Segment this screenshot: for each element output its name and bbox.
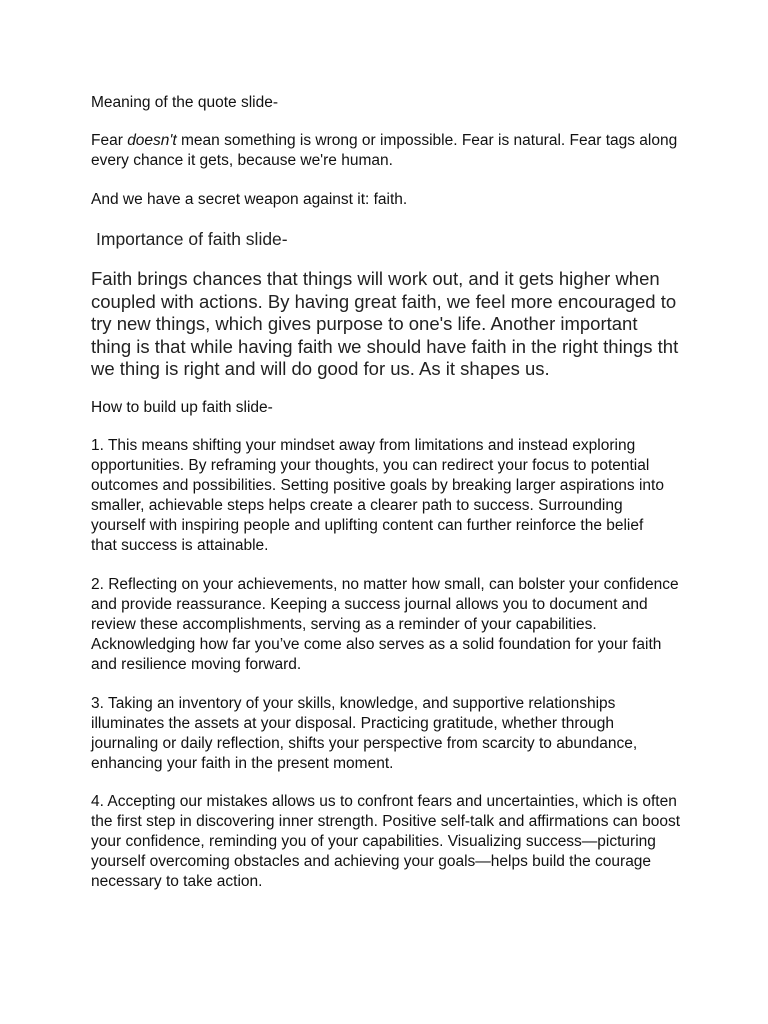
fear-text-start: Fear (91, 132, 128, 149)
build-faith-heading: How to build up faith slide- (91, 399, 273, 416)
list-item-three: 3. Taking an inventory of your skills, knowledge, and supportive relationships illuminates the assets at your disposal. Practicing gratitude, whether through journaling or daily reflection, shifts your perspective from scarcity to abundance, enhancing your faith in the present moment. (91, 695, 638, 772)
secret-weapon-paragraph: And we have a secret weapon against it: faith. (91, 191, 408, 208)
fear-text-end: mean something is wrong or impossible. Fear is natural. Fear tags along every chance it gets, because we're human. (91, 132, 678, 169)
quote-slide-heading: Meaning of the quote slide- (91, 94, 278, 111)
list-item-four: 4. Accepting our mistakes allows us to confront fears and uncertainties, which is often the first step in discovering inner strength. Positive self-talk and affirmations can boost your confidence, reminding you of your capabilities. Visualizing success—picturing yourself overcoming obstacles and achieving your goals—helps build the courage necessary to take action. (91, 793, 681, 890)
faith-slide-heading: Importance of faith slide- (96, 229, 288, 249)
list-item-one: 1. This means shifting your mindset away from limitations and instead exploring opportunities. By reframing your thoughts, you can redirect your focus to potential outcomes and possibilities. Setting positive goals by breaking larger aspirations into smaller, achievable steps helps create a clearer path to success. Surrounding yourself with inspiring people and uplifting content can further reinforce the belief that success is attainable. (91, 437, 664, 554)
emphasized-word: doesn't (127, 132, 177, 149)
faith-importance-paragraph: Faith brings chances that things will work out, and it gets higher when coupled with actions. By having great faith, we feel more encouraged to try new things, which gives purpose to one's life. Another important thing is that while having faith we should have faith in the right things tht we thing is right and will do good for us. As it shapes us. (91, 268, 679, 379)
fear-paragraph (91, 131, 691, 171)
list-item-two: 2. Reflecting on your achievements, no matter how small, can bolster your confidence and provide reassurance. Keeping a success journal allows you to document and review these accomplishments, serving as a reminder of your capabilities. Acknowledging how far you’ve come also serves as a solid foundation for your faith and resilience moving forward. (91, 576, 679, 673)
